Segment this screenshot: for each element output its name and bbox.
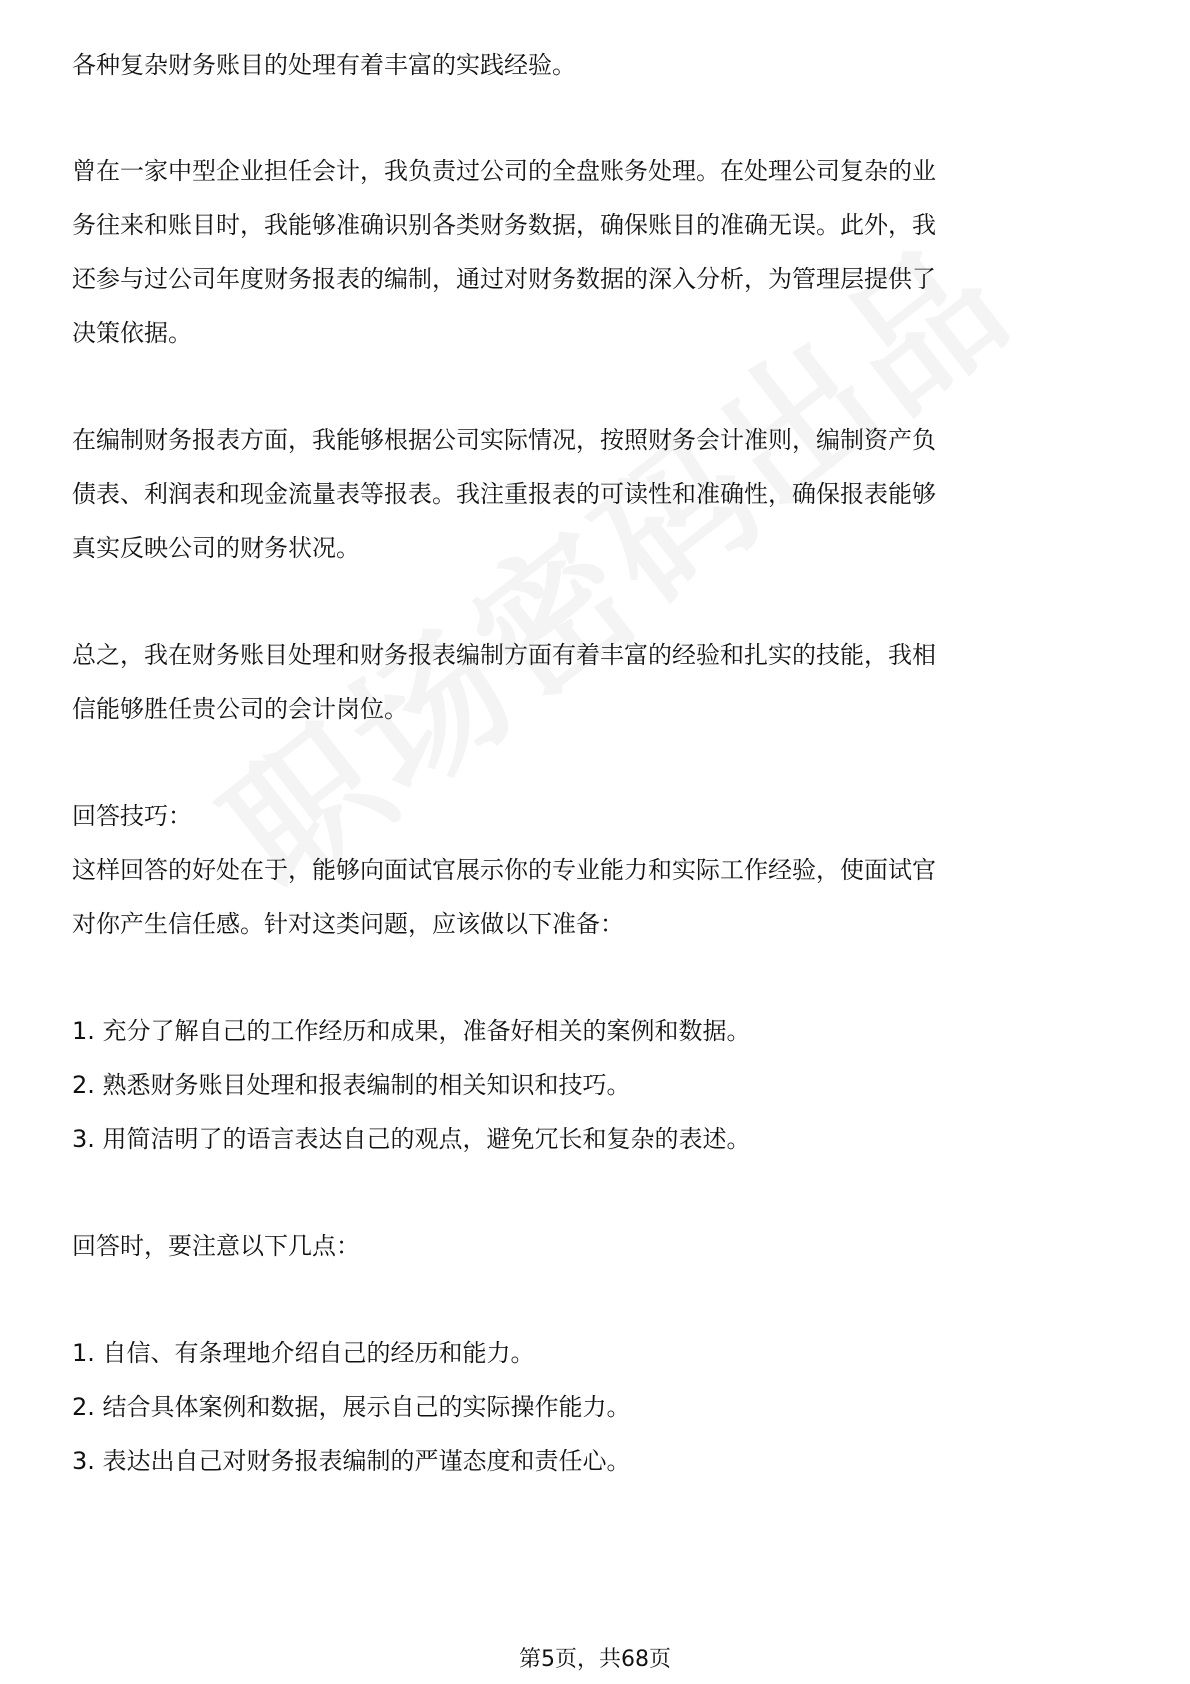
list-item: 1. 充分了解自己的工作经历和成果，准备好相关的案例和数据。 (72, 1017, 751, 1045)
paragraph-line: 信能够胜任贵公司的会计岗位。 (72, 695, 408, 723)
paragraph-line: 总之，我在财务账目处理和财务报表编制方面有着丰富的经验和扎实的技能，我相 (72, 641, 936, 669)
paragraph-line: 在编制财务报表方面，我能够根据公司实际情况，按照财务会计准则，编制资产负 (72, 426, 936, 454)
page-number: 第5页，共68页 (519, 1647, 671, 1672)
paragraph-line: 各种复杂财务账目的处理有着丰富的实践经验。 (72, 51, 576, 79)
paragraph-line: 真实反映公司的财务状况。 (72, 534, 360, 562)
paragraph-line: 决策依据。 (72, 319, 192, 347)
list-item: 3. 用简洁明了的语言表达自己的观点，避免冗长和复杂的表述。 (72, 1125, 751, 1153)
list-item: 2. 结合具体案例和数据，展示自己的实际操作能力。 (72, 1393, 631, 1421)
paragraph-line: 这样回答的好处在于，能够向面试官展示你的专业能力和实际工作经验，使面试官 (72, 856, 936, 884)
paragraph-line: 务往来和账目时，我能够准确识别各类财务数据，确保账目的准确无误。此外，我 (72, 211, 936, 239)
paragraph-line: 还参与过公司年度财务报表的编制，通过对财务数据的深入分析，为管理层提供了 (72, 265, 936, 293)
list-item: 3. 表达出自己对财务报表编制的严谨态度和责任心。 (72, 1447, 631, 1475)
paragraph-line: 债表、利润表和现金流量表等报表。我注重报表的可读性和准确性，确保报表能够 (72, 480, 936, 508)
section-heading-answer-tips: 回答技巧： (72, 802, 192, 830)
list-item: 2. 熟悉财务账目处理和报表编制的相关知识和技巧。 (72, 1071, 631, 1099)
list-item: 1. 自信、有条理地介绍自己的经历和能力。 (72, 1339, 535, 1367)
paragraph-line: 曾在一家中型企业担任会计，我负责过公司的全盘账务处理。在处理公司复杂的业 (72, 157, 936, 185)
section-heading-notes: 回答时，要注意以下几点： (72, 1232, 360, 1260)
paragraph-line: 对你产生信任感。针对这类问题，应该做以下准备： (72, 910, 624, 938)
